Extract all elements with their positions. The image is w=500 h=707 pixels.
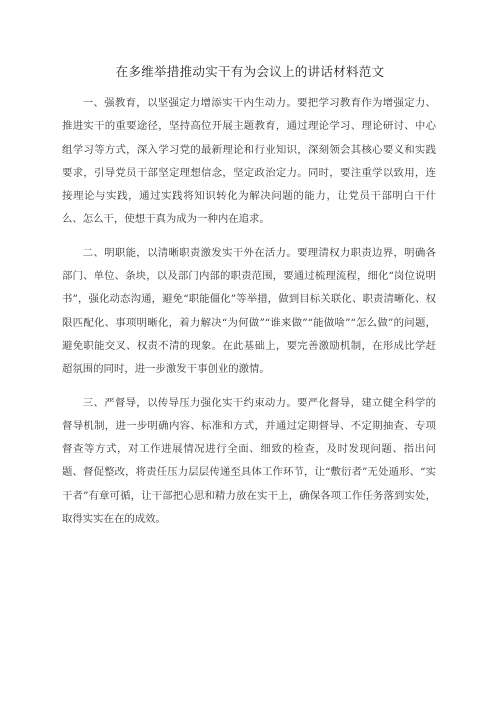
paragraph-education: 一、强教育，以坚强定力增添实干内生动力。要把学习教育作为增强定力、推进实干的重要途径，坚持高位开展主题教育，通过理论学习、理论研讨、中心组学习等方式，深入学习党的最新理论和行业知识，深刻领会其核心要义和实践要求，引导党员干部坚定理想信念，坚定政治定力。同时，要注重学以致用，连接理论与实践，通过实践将知识转化为解决问题的能力，让党员干部明白干什么、怎么干，使想干真为成为一种内在追求。: [62, 97, 436, 226]
paragraph-supervision: 三、严督导，以传导压力强化实干约束动力。要严化督导，建立健全科学的督导机制，进一步明确内容、标准和方式，并通过定期督导、不定期抽查、专项督查等方式，对工作进展情况进行全面、细致的检查，及时发现问题、指出问题、督促整改，将责任压力层层传递至具体工作环节，让“敷衍者”无处遁形、“实干者”有章可循，让干部把心思和精力放在实干上，确保各项工作任务落到实处，取得实实在在的成效。: [62, 396, 436, 526]
paragraph-functions: 二、明职能，以清晰职责激发实干外在活力。要理清权力职责边界，明确各部门、单位、条块，以及部门内部的职责范围，要通过梳理流程，细化“岗位说明书”，强化动态沟通，避免“职能僵化”等举措，做到目标关联化、职责清晰化、权限匹配化、事项明晰化，着力解决“为何做”“谁来做”“能做啥”“怎么做”的问题，避免职能交叉、权责不清的现象。在此基础上，要完善激励机制，在形成比学赶超氛围的同时，进一步激发干事创业的激情。: [62, 246, 436, 376]
document-title: 在多维举措推动实干有为会议上的讲话材料范文: [115, 64, 385, 79]
document-body: [62, 92, 436, 541]
